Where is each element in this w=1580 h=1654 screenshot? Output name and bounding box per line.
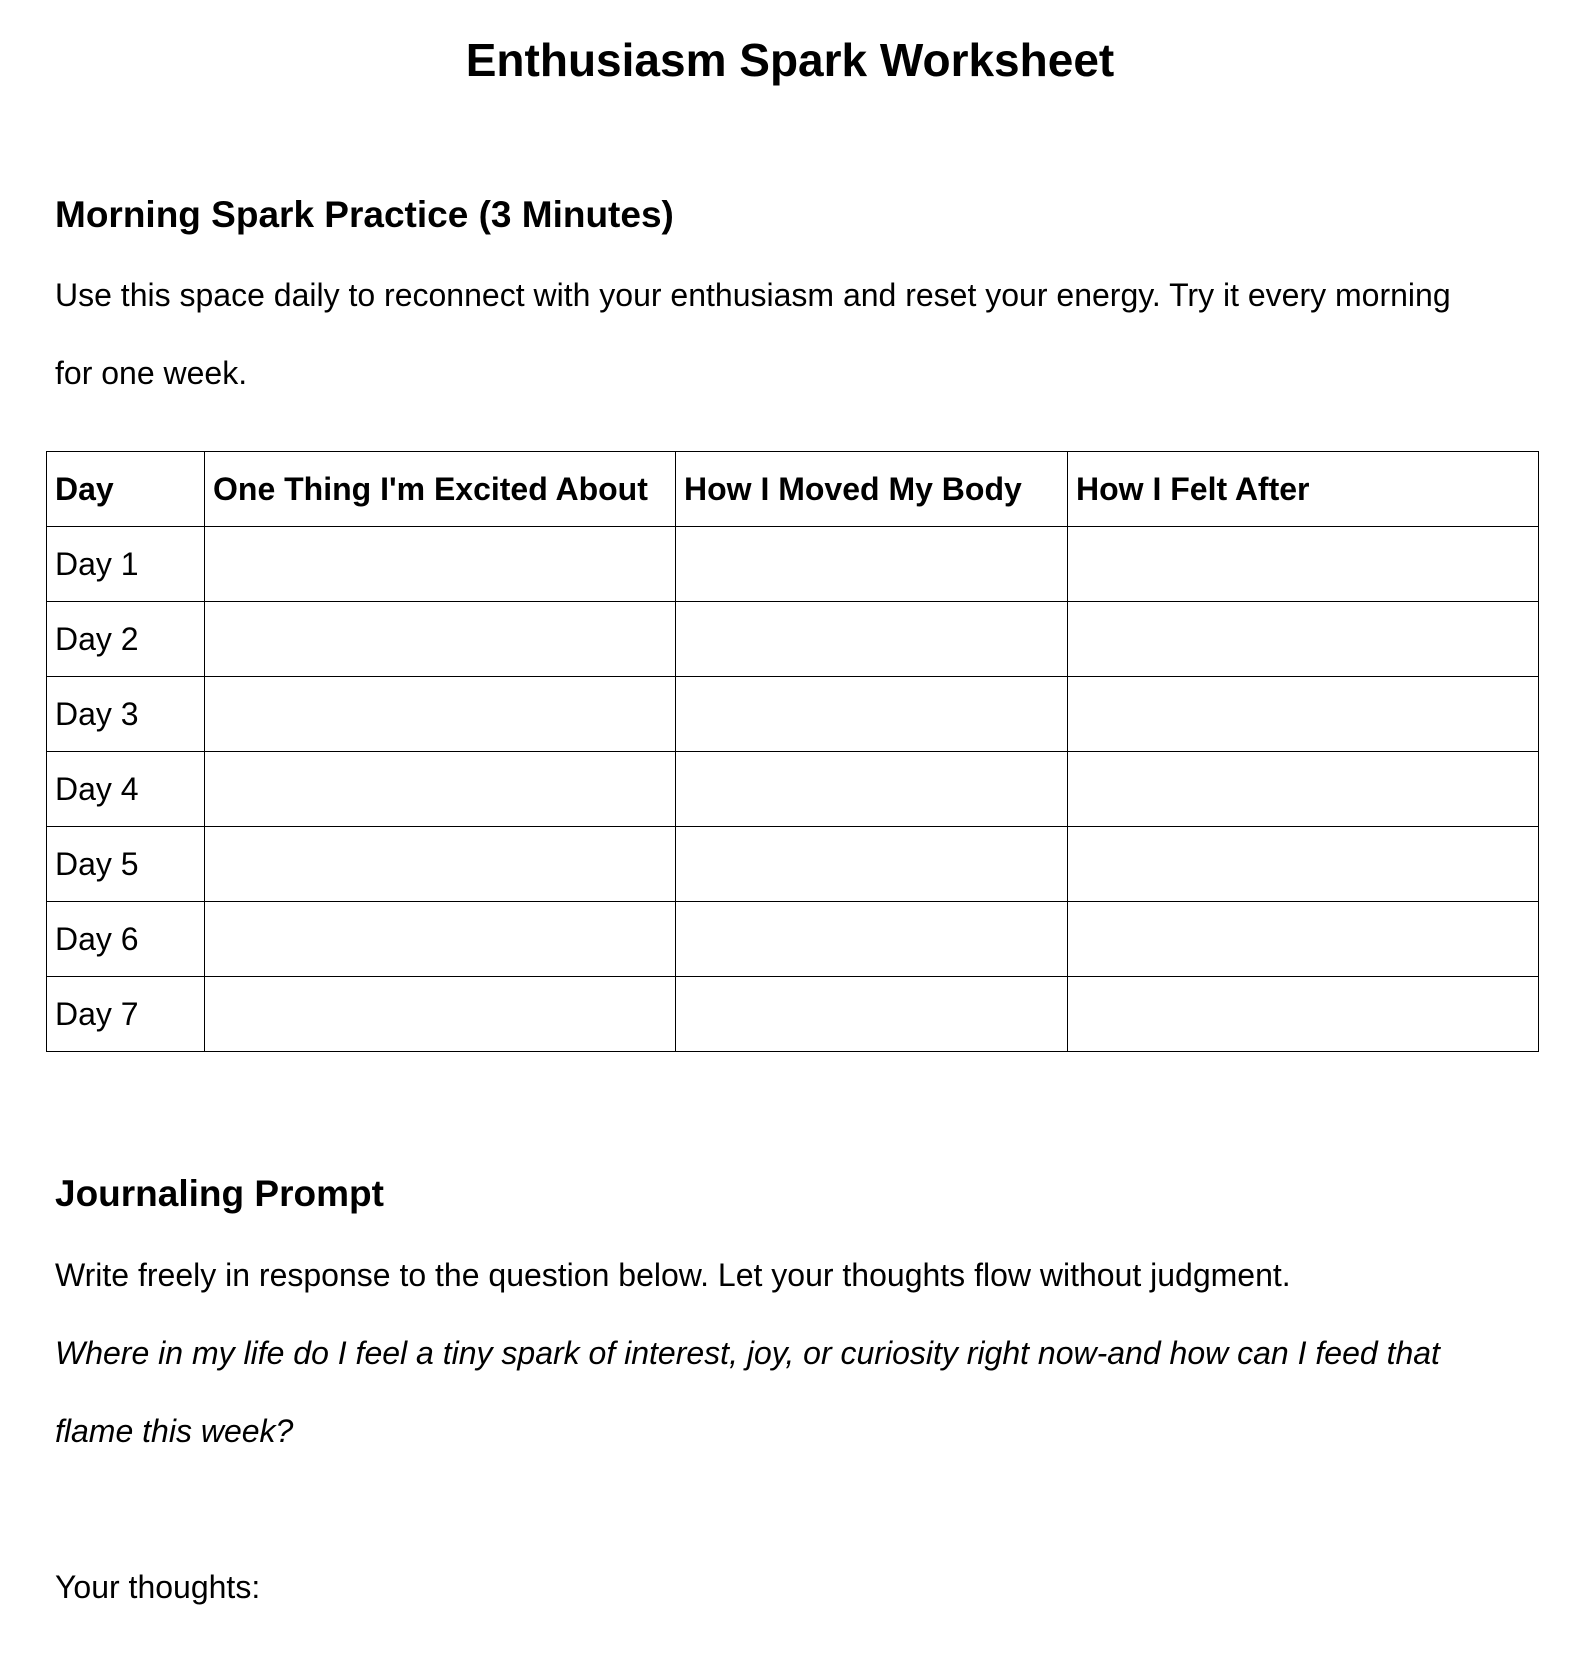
excited-cell[interactable] <box>205 602 676 677</box>
day-cell: Day 2 <box>47 602 205 677</box>
day-cell: Day 1 <box>47 527 205 602</box>
moved-cell[interactable] <box>676 902 1068 977</box>
column-header-felt: How I Felt After <box>1068 452 1539 527</box>
table-header-row <box>47 452 1539 527</box>
excited-cell[interactable] <box>205 752 676 827</box>
felt-cell[interactable] <box>1068 602 1539 677</box>
moved-cell[interactable] <box>676 527 1068 602</box>
morning-intro-line-2: for one week. <box>55 355 248 391</box>
journal-section-heading: Journaling Prompt <box>55 1173 384 1214</box>
column-header-day: Day <box>47 452 205 527</box>
excited-cell[interactable] <box>205 902 676 977</box>
table-row <box>47 977 1539 1052</box>
morning-section-heading: Morning Spark Practice (3 Minutes) <box>55 194 674 235</box>
column-header-excited: One Thing I'm Excited About <box>205 452 676 527</box>
moved-cell[interactable] <box>676 602 1068 677</box>
excited-cell[interactable] <box>205 527 676 602</box>
spark-log-table <box>46 451 1539 1052</box>
table-row <box>47 827 1539 902</box>
table-row <box>47 902 1539 977</box>
felt-cell[interactable] <box>1068 827 1539 902</box>
journal-question-line-1: Where in my life do I feel a tiny spark of interest, joy, or curiosity right now-and how can I feed that <box>55 1335 1440 1371</box>
column-header-moved: How I Moved My Body <box>676 452 1068 527</box>
felt-cell[interactable] <box>1068 902 1539 977</box>
felt-cell[interactable] <box>1068 977 1539 1052</box>
journal-instruction: Write freely in response to the question below. Let your thoughts flow without judgment. <box>55 1257 1291 1293</box>
table-row <box>47 602 1539 677</box>
moved-cell[interactable] <box>676 977 1068 1052</box>
excited-cell[interactable] <box>205 977 676 1052</box>
excited-cell[interactable] <box>205 677 676 752</box>
day-cell: Day 4 <box>47 752 205 827</box>
day-cell: Day 3 <box>47 677 205 752</box>
table-row <box>47 677 1539 752</box>
felt-cell[interactable] <box>1068 752 1539 827</box>
felt-cell[interactable] <box>1068 527 1539 602</box>
moved-cell[interactable] <box>676 677 1068 752</box>
excited-cell[interactable] <box>205 827 676 902</box>
morning-intro-line-1: Use this space daily to reconnect with your enthusiasm and reset your energy. Try it every morning <box>55 277 1451 313</box>
day-cell: Day 5 <box>47 827 205 902</box>
day-cell: Day 6 <box>47 902 205 977</box>
page-title: Enthusiasm Spark Worksheet <box>465 34 1115 86</box>
felt-cell[interactable] <box>1068 677 1539 752</box>
your-thoughts-label: Your thoughts: <box>55 1569 261 1605</box>
table-row <box>47 527 1539 602</box>
day-cell: Day 7 <box>47 977 205 1052</box>
moved-cell[interactable] <box>676 752 1068 827</box>
table-row <box>47 752 1539 827</box>
moved-cell[interactable] <box>676 827 1068 902</box>
journal-question-line-2: flame this week? <box>55 1413 294 1449</box>
